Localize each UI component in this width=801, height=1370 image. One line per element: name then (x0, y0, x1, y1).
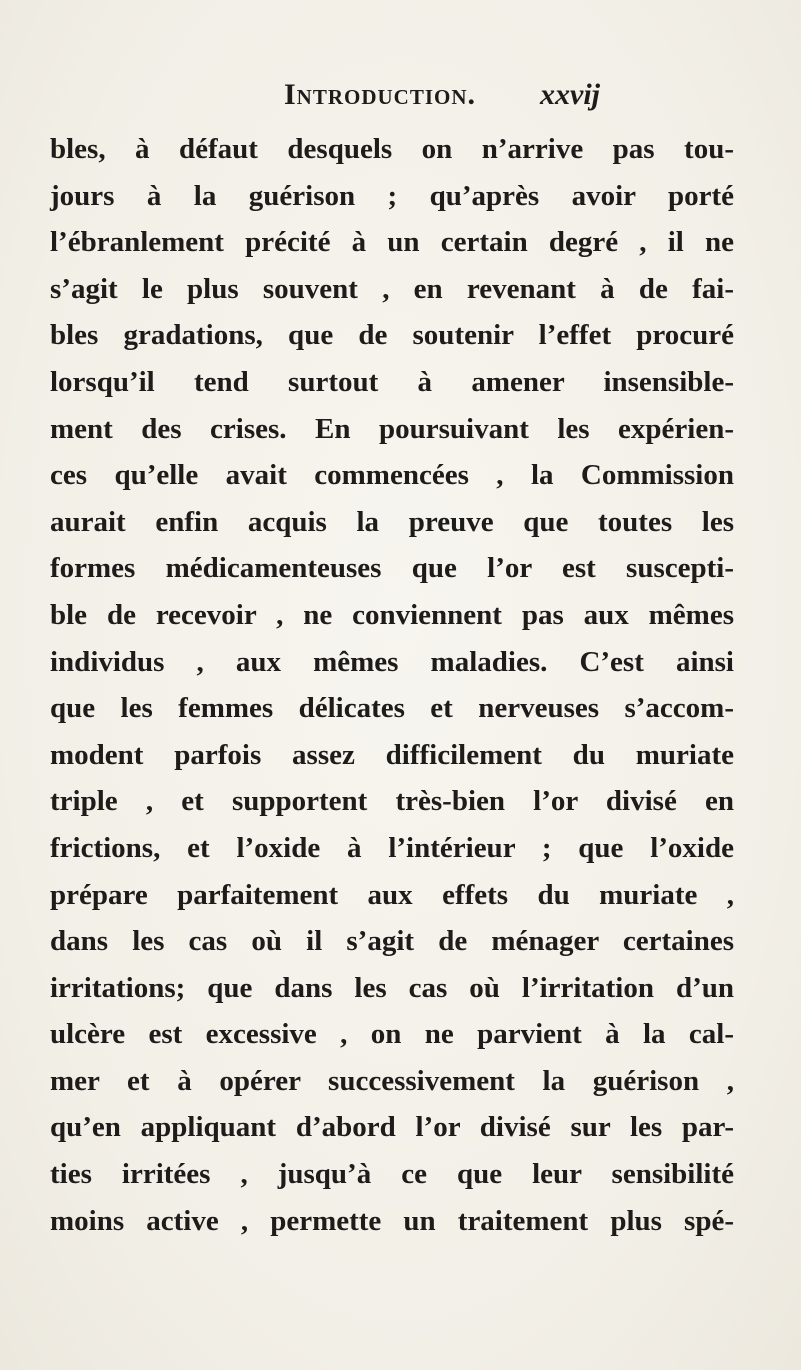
text-line: prépare parfaitement aux effets du muriate , (50, 878, 734, 911)
text-line: irritations; que dans les cas où l’irritation d’un (50, 971, 734, 1004)
text-line: ulcère est excessive , on ne parvient à la cal- (50, 1018, 734, 1051)
text-line: triple , et supportent très-bien l’or divisé en (50, 785, 734, 818)
text-line: bles gradations, que de soutenir l’effet procuré (50, 319, 734, 352)
text-line: jours à la guérison ; qu’après avoir porté (50, 179, 734, 212)
text-line: frictions, et l’oxide à l’intérieur ; que l’oxide (50, 831, 734, 864)
text-line: ble de recevoir , ne conviennent pas aux mêmes (50, 598, 734, 631)
text-line: qu’en appliquant d’abord l’or divisé sur les par- (50, 1111, 734, 1144)
text-line: ties irritées , jusqu’à ce que leur sensibilité (50, 1158, 734, 1191)
text-line: s’agit le plus souvent , en revenant à de fai- (50, 272, 734, 305)
text-line: lorsqu’il tend surtout à amener insensible- (50, 365, 734, 398)
text-line: que les femmes délicates et nerveuses s’accom- (50, 692, 734, 725)
text-line: aurait enfin acquis la preuve que toutes les (50, 505, 734, 538)
page-header (0, 78, 801, 124)
text-line: bles, à défaut desquels on n’arrive pas tou- (50, 133, 734, 165)
text-line: mer et à opérer successivement la guérison , (50, 1064, 734, 1097)
body-text (50, 126, 734, 1244)
text-line: l’ébranlement précité à un certain degré , il ne (50, 226, 734, 259)
text-line: modent parfois assez difficilement du muriate (50, 738, 734, 771)
text-line: ces qu’elle avait commencées , la Commission (50, 459, 734, 492)
text-line: dans les cas où il s’agit de ménager certaines (50, 925, 734, 958)
text-line: ment des crises. En poursuivant les expérien- (50, 412, 734, 445)
text-line: moins active , permette un traitement plus spé- (50, 1204, 734, 1237)
page-number: xxvij (540, 78, 600, 111)
text-line: individus , aux mêmes maladies. C’est ainsi (50, 645, 734, 678)
text-line: formes médicamenteuses que l’or est suscepti- (50, 552, 734, 585)
running-title: Introduction. (284, 78, 477, 111)
